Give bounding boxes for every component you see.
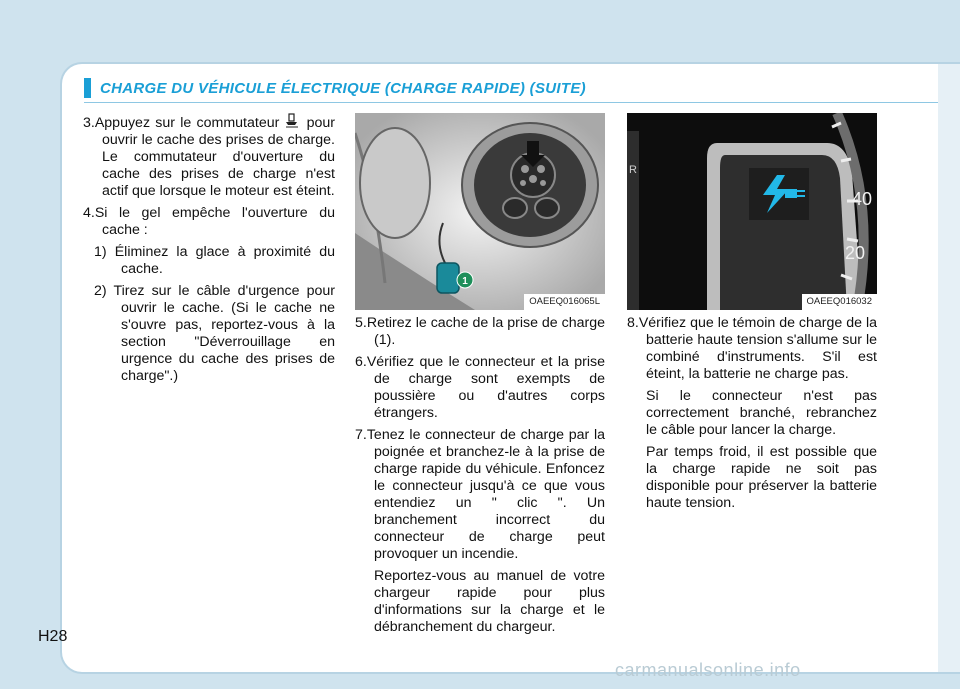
text-column-2 <box>355 315 605 641</box>
watermark: carmanualsonline.info <box>615 660 801 680</box>
step-8-note-1: Si le connecteur n'est pas correctement branché, rebranchez le câble pour lancer la charge. <box>646 388 877 438</box>
charge-port-illustration <box>355 113 605 310</box>
step-3-body: pour ouvrir le cache des prises de charge. Le commutateur d'ouverture du cache des prises de charge n'est actif que lorsque le moteur est éteint. <box>102 115 335 199</box>
charge-door-switch-icon <box>283 113 301 129</box>
step-4-2: 2) Tirez sur le câble d'urgence pour ouvrir le cache. (Si le cache ne s'ouvre pas, reportez-vous à la section "Déverrouillage en urgence du cache des prises de charge".) <box>94 283 335 384</box>
header-divider <box>84 102 938 103</box>
instrument-cluster-illustration <box>627 113 877 310</box>
step-4-1: 1) Éliminez la glace à proximité du cache. <box>94 244 335 277</box>
step-3-lead: 3.Appuyez sur le commutateur <box>83 115 280 131</box>
section-header <box>84 78 586 98</box>
page-edge-shade <box>938 64 960 672</box>
step-7-note: Reportez-vous au manuel de votre chargeur rapide pour plus d'informations sur la charge et le débranchement du chargeur. <box>374 568 605 635</box>
text-column-3 <box>627 315 877 517</box>
step-4: 4.Si le gel empêche l'ouverture du cache : <box>83 205 335 238</box>
gauge-edge-letter: R <box>629 164 637 176</box>
instrument-cluster-figure <box>627 113 877 310</box>
section-title: CHARGE DU VÉHICULE ÉLECTRIQUE (CHARGE RAPIDE) (SUITE) <box>100 79 586 97</box>
callout-1: 1 <box>462 276 468 287</box>
step-5: 5.Retirez le cache de la prise de charge (1). <box>355 315 605 348</box>
text-column-1 <box>83 113 335 390</box>
gauge-label-40: 40 <box>852 189 873 209</box>
step-3 <box>83 113 335 200</box>
gauge-label-20: 20 <box>845 243 866 263</box>
figure-code-2: OAEEQ016032 <box>802 294 878 310</box>
page-number: H28 <box>38 628 68 645</box>
header-accent-bar <box>84 78 91 98</box>
step-8: 8.Vérifiez que le témoin de charge de la batterie haute tension s'allume sur le combiné d'instruments. S'il est éteint, la batterie ne charge pas. <box>627 315 878 382</box>
figure-code-1: OAEEQ016065L <box>524 294 605 310</box>
step-8-note-2: Par temps froid, il est possible que la charge rapide ne soit pas disponible pour préserver la batterie haute tension. <box>646 444 877 511</box>
step-6: 6.Vérifiez que le connecteur et la prise de charge sont exempts de poussière ou d'autres corps étrangers. <box>355 354 605 421</box>
charge-port-figure <box>355 113 605 310</box>
step-7: 7.Tenez le connecteur de charge par la poignée et branchez-le à la prise de charge rapide du véhicule. Enfoncez le connecteur jusqu'à ce que vous entendiez un " clic ". Un branchement incorrect du connecteur de charge peut provoquer un incendie. <box>355 427 605 562</box>
